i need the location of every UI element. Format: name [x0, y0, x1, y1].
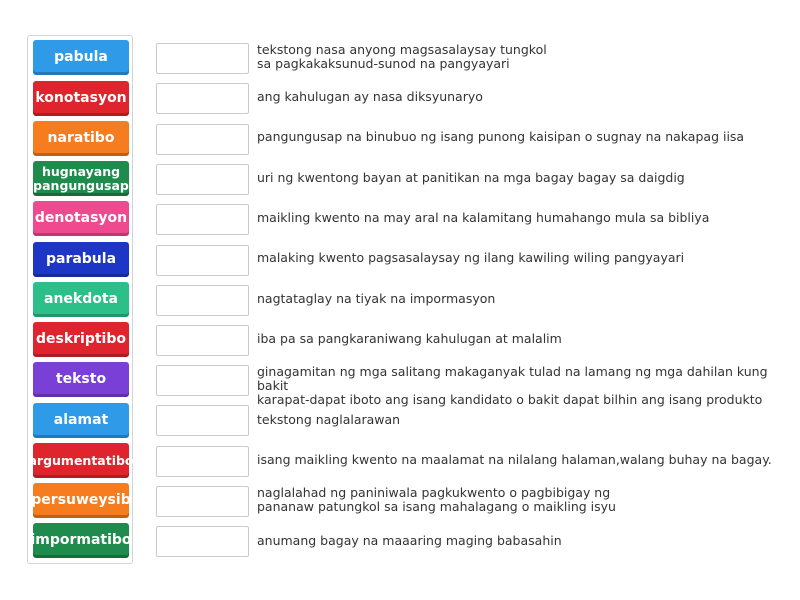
- description-12: naglalahad ng paniniwala pagkukwento o pagbibigay ng pananaw patungkol sa isang mahalagang o maikling isyu: [257, 485, 616, 514]
- drop-slot-2[interactable]: [156, 83, 249, 114]
- tile-hugnayang-pangungusap[interactable]: hugnayang pangungusap: [33, 161, 129, 196]
- description-9: ginagamitan ng mga salitang makaganyak tulad na lamang ng mga dahilan kung bakit karapat-dapat iboto ang isang kandidato o bakit dapat bilhin ang isang produkto: [257, 364, 768, 407]
- drop-slot-10[interactable]: [156, 405, 249, 436]
- drop-slot-11[interactable]: [156, 446, 249, 477]
- description-6: malaking kwento pagsasalaysay ng ilang kawiling wiling pangyayari: [257, 250, 685, 265]
- tile-impormatibo[interactable]: impormatibo: [33, 523, 129, 558]
- description-11: isang maikling kwento na maalamat na nilalang halaman,walang buhay na bagay.: [257, 452, 772, 467]
- tile-deskriptibo[interactable]: deskriptibo: [33, 322, 129, 357]
- tile-pabula[interactable]: pabula: [33, 40, 129, 75]
- description-10: tekstong naglalarawan: [257, 412, 401, 427]
- drop-slot-6[interactable]: [156, 245, 249, 276]
- drop-slot-13[interactable]: [156, 526, 249, 557]
- drop-slot-7[interactable]: [156, 285, 249, 316]
- tile-naratibo[interactable]: naratibo: [33, 121, 129, 156]
- tile-alamat[interactable]: alamat: [33, 403, 129, 438]
- description-5: maikling kwento na may aral na kalamitang humahango mula sa bibliya: [257, 210, 710, 225]
- tile-anekdota[interactable]: anekdota: [33, 282, 129, 317]
- tile-parabula[interactable]: parabula: [33, 242, 129, 277]
- drop-slot-12[interactable]: [156, 486, 249, 517]
- drop-slot-3[interactable]: [156, 124, 249, 155]
- description-8: iba pa sa pangkaraniwang kahulugan at malalim: [257, 331, 562, 346]
- tile-argumentatibo[interactable]: argumentatibo: [33, 443, 129, 478]
- tile-teksto[interactable]: teksto: [33, 362, 129, 397]
- drop-slot-5[interactable]: [156, 204, 249, 235]
- tile-persuweysib[interactable]: persuweysib: [33, 483, 129, 518]
- description-13: anumang bagay na maaaring maging babasahin: [257, 533, 562, 548]
- drop-slot-1[interactable]: [156, 43, 249, 74]
- description-1: tekstong nasa anyong magsasalaysay tungkol sa pagkakaksunud-sunod na pangyayari: [257, 42, 547, 71]
- drop-slot-9[interactable]: [156, 365, 249, 396]
- description-4: uri ng kwentong bayan at panitikan na mga bagay bagay sa daigdig: [257, 170, 685, 185]
- description-2: ang kahulugan ay nasa diksyunaryo: [257, 89, 483, 104]
- description-3: pangungusap na binubuo ng isang punong kaisipan o sugnay na nakapag iisa: [257, 129, 745, 144]
- tile-konotasyon[interactable]: konotasyon: [33, 81, 129, 116]
- drop-slot-4[interactable]: [156, 164, 249, 195]
- drop-slot-8[interactable]: [156, 325, 249, 356]
- tile-denotasyon[interactable]: denotasyon: [33, 201, 129, 236]
- word-bank: [27, 35, 133, 564]
- description-7: nagtataglay na tiyak na impormasyon: [257, 291, 496, 306]
